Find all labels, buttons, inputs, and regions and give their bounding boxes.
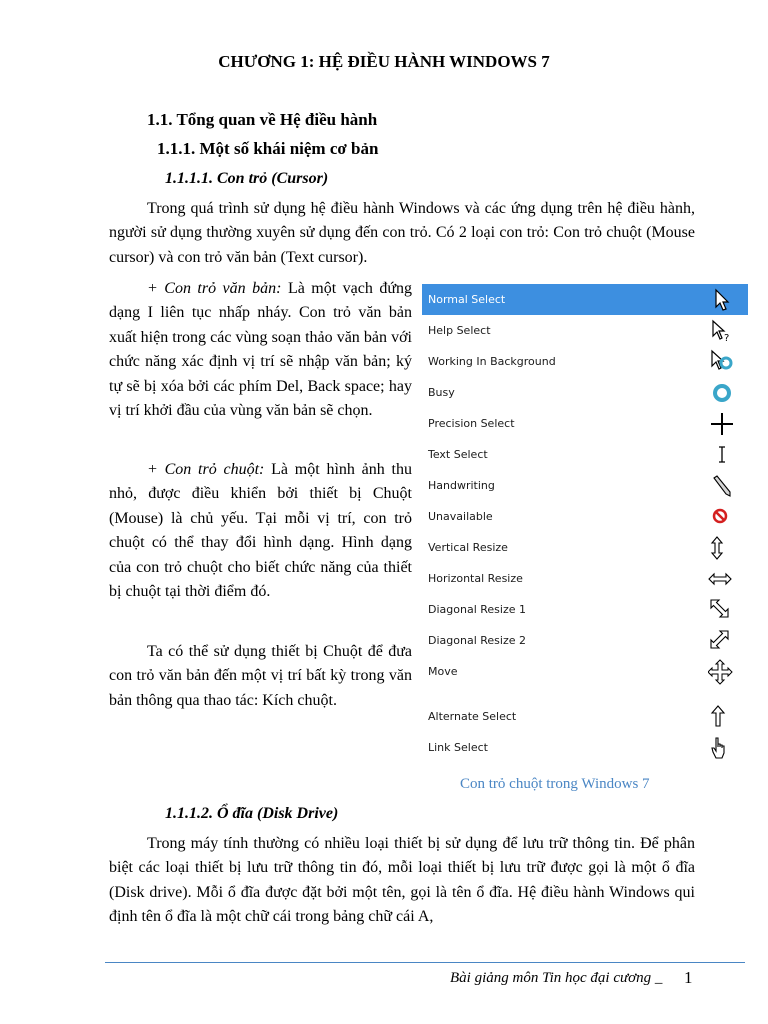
cursor-row-unavailable — [422, 501, 748, 532]
vertical-resize-icon — [708, 535, 734, 561]
help-cursor-icon — [708, 318, 734, 344]
footer-rule — [105, 962, 745, 963]
section-heading-1-1-1-1: 1.1.1.1. Con trỏ (Cursor) — [165, 170, 329, 187]
diagonal-resize-2-icon — [708, 628, 734, 654]
unavailable-icon — [708, 504, 734, 530]
cursor-row-help-select — [422, 315, 748, 346]
svg-text:?: ? — [724, 333, 730, 344]
mouse-cursor-body: Là một hình ảnh thu nhỏ, được điều khiển bởi thiết bị Chuột (Mouse) là chủ yếu. Tại mỗi vị trí, con trỏ chuột có thể thay đổi hình dạng. Hình dạng của con trỏ chuột cho biết chức năng của thiết bị chuột tại thời điểm đó. — [109, 461, 413, 601]
cursor-row-handwriting — [422, 470, 748, 501]
cursor-row-diagonal-resize-2 — [422, 625, 748, 656]
cursor-row-label: Diagonal Resize 1 — [428, 603, 526, 616]
chapter-title: CHƯƠNG 1: HỆ ĐIỀU HÀNH WINDOWS 7 — [218, 52, 550, 71]
section-heading-1-1-1-2: 1.1.1.2. Ổ đĩa (Disk Drive) — [165, 805, 339, 822]
ibeam-icon — [708, 442, 734, 468]
mouse-usage-paragraph: Ta có thể sử dụng thiết bị Chuột để đưa con trỏ văn bản đến một vị trí bất kỳ trong văn bản thông qua thao tác: Kích chuột. — [109, 643, 412, 709]
arrow-cursor-icon — [708, 287, 734, 313]
disk-drive-paragraph: Trong máy tính thường có nhiều loại thiết bị sử dụng để lưu trữ thông tin. Để phân biệt các loại thiết bị lưu trữ thông tin đó, mỗi loại thiết bị lưu trữ được gọi là một ổ đĩa (Disk drive). Mỗi ổ đĩa được đặt bởi một tên, gọi là tên ổ đĩa. Hệ điều hành Windows qui định tên ổ đĩa là một chữ cái trong bảng chữ cái A, — [109, 835, 695, 926]
cursor-row-label: Working In Background — [428, 355, 556, 368]
diagonal-resize-1-icon — [708, 597, 734, 623]
cursor-row-label: Alternate Select — [428, 710, 517, 723]
cursor-row-move — [422, 656, 748, 687]
move-icon — [708, 659, 734, 685]
footer-text: Bài giảng môn Tin học đại cương _ — [450, 970, 663, 986]
cursor-row-text-select — [422, 439, 748, 470]
busy-ring-icon — [708, 380, 734, 406]
pen-icon — [708, 473, 734, 499]
cursor-row-link-select — [422, 732, 748, 763]
cursor-row-alternate-select — [422, 701, 748, 732]
cursor-row-label: Handwriting — [428, 479, 495, 492]
cursor-row-label: Horizontal Resize — [428, 572, 523, 585]
cursor-row-busy — [422, 377, 748, 408]
cursor-row-diagonal-resize-1 — [422, 594, 748, 625]
cursor-row-label: Precision Select — [428, 417, 515, 430]
cursor-row-label: Help Select — [428, 324, 491, 337]
mouse-cursor-label: + Con trỏ chuột: — [147, 461, 265, 478]
cursor-row-label: Busy — [428, 386, 455, 399]
cursor-row-vertical-resize — [422, 532, 748, 563]
working-cursor-icon — [708, 349, 734, 375]
text-cursor-body: Là một vạch đứng dạng I liên tục nhấp nháy. Con trỏ văn bản xuất hiện trong các vùng soạn thảo văn bản với chức năng xác định vị trí sẽ nhập văn bản; ký tự sẽ bị xóa bởi các phím Del, Back space; hay vị trí khởi đầu của vùng văn bản sẽ chọn. — [109, 280, 412, 420]
up-arrow-icon — [708, 704, 734, 730]
intro-paragraph: Trong quá trình sử dụng hệ điều hành Windows và các ứng dụng trên hệ điều hành, người sử dụng thường xuyên sử dụng đến con trỏ. Có 2 loại con trỏ: Con trỏ chuột (Mouse cursor) và con trỏ văn bản (Text cursor). — [109, 200, 695, 266]
cursor-row-horizontal-resize — [422, 563, 748, 594]
cursor-row-working-background — [422, 346, 748, 377]
text-cursor-paragraph — [109, 277, 412, 423]
cursor-list-figure — [422, 282, 748, 762]
cursor-row-label: Link Select — [428, 741, 488, 754]
crosshair-icon — [708, 411, 734, 437]
cursor-row-label: Move — [428, 665, 458, 678]
cursor-row-label: Unavailable — [428, 510, 493, 523]
hand-icon — [708, 735, 734, 761]
cursor-row-normal-select — [422, 284, 748, 315]
page-number: 1 — [684, 968, 693, 987]
cursor-row-label: Diagonal Resize 2 — [428, 634, 526, 647]
section-heading-1-1: 1.1. Tổng quan về Hệ điều hành — [147, 110, 378, 129]
cursor-row-precision-select — [422, 408, 748, 439]
cursor-row-label: Text Select — [428, 448, 488, 461]
cursor-row-label: Vertical Resize — [428, 541, 508, 554]
horizontal-resize-icon — [708, 566, 734, 592]
text-cursor-label: + Con trỏ văn bản: — [147, 280, 282, 297]
cursor-row-label: Normal Select — [428, 293, 506, 306]
mouse-cursor-paragraph — [109, 458, 412, 604]
figure-caption: Con trỏ chuột trong Windows 7 — [460, 776, 650, 792]
section-heading-1-1-1: 1.1.1. Một số khái niệm cơ bản — [157, 139, 379, 158]
